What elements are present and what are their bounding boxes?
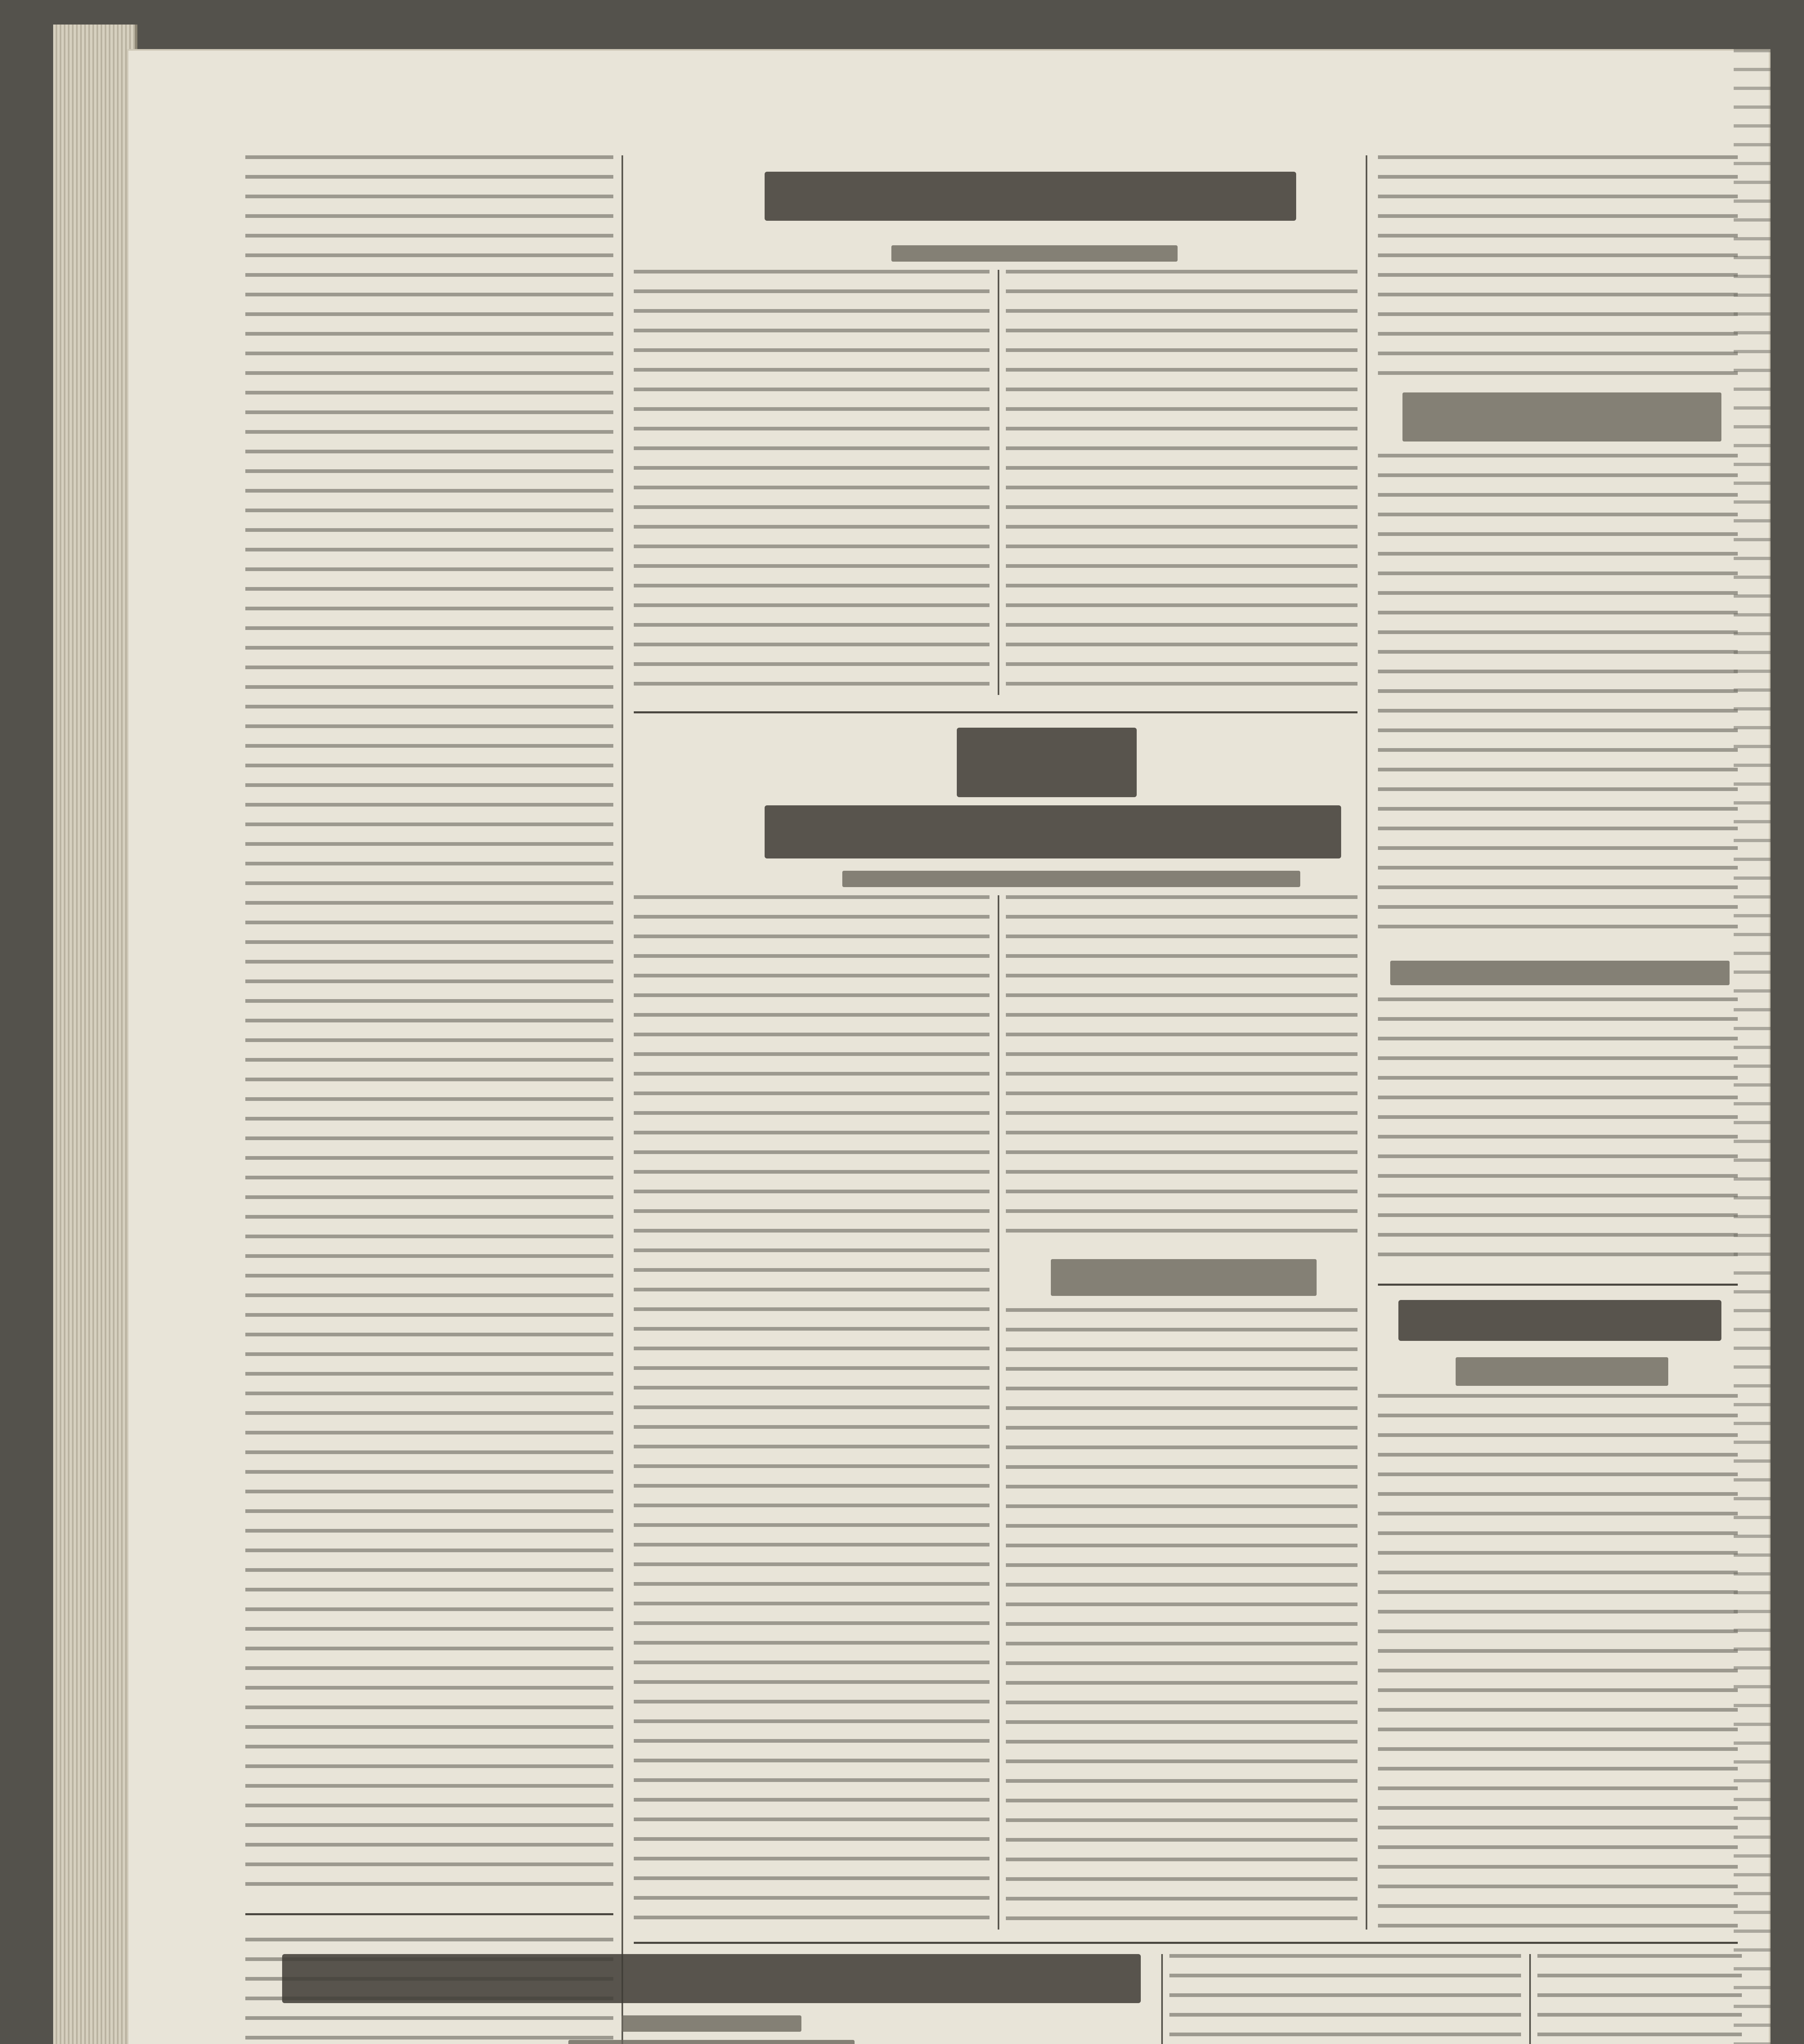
- article-headline: [957, 728, 1137, 797]
- section-heading: [1402, 392, 1721, 442]
- article-headline: [282, 1954, 1141, 2003]
- newspaper-page: [127, 49, 1770, 2044]
- article-column-2: [1006, 895, 1357, 1247]
- article-byline: [622, 2015, 801, 2032]
- column-left-text: [245, 155, 613, 1901]
- article-column-2: [1006, 270, 1357, 695]
- article-subheadline: [1456, 1357, 1668, 1386]
- article-column: [1378, 454, 1738, 944]
- section-heading: [1390, 961, 1730, 985]
- column-rule: [1366, 155, 1367, 1930]
- article-headline: [765, 172, 1296, 221]
- section-divider: [634, 1942, 1738, 1944]
- section-divider: [1378, 1284, 1738, 1286]
- section-banner: [1398, 1300, 1721, 1341]
- article-column-3: [1169, 1954, 1521, 2044]
- article-column-2: [1006, 1308, 1357, 1930]
- article-column-4: [1537, 1954, 1742, 2044]
- section-divider: [634, 711, 1357, 713]
- article-column: [1378, 155, 1738, 384]
- article-subheadline: [842, 871, 1300, 887]
- article-headline: [765, 805, 1341, 858]
- column-rule: [998, 895, 999, 1930]
- article-column: [1378, 997, 1738, 1267]
- section-heading: [1051, 1259, 1317, 1296]
- column-left-divider: [245, 1913, 613, 1915]
- book-edge: [53, 25, 137, 2044]
- article-column: [1378, 1394, 1738, 1930]
- article-column-1: [634, 895, 990, 1930]
- column-rule: [1161, 1954, 1163, 2044]
- adjacent-page-edge: [1734, 49, 1770, 2044]
- article-subheadline: [891, 245, 1178, 262]
- column-rule: [622, 155, 623, 2044]
- article-byline: [568, 2040, 855, 2044]
- column-rule: [998, 270, 999, 695]
- column-rule: [1529, 1954, 1531, 2044]
- article-column-1: [634, 270, 990, 695]
